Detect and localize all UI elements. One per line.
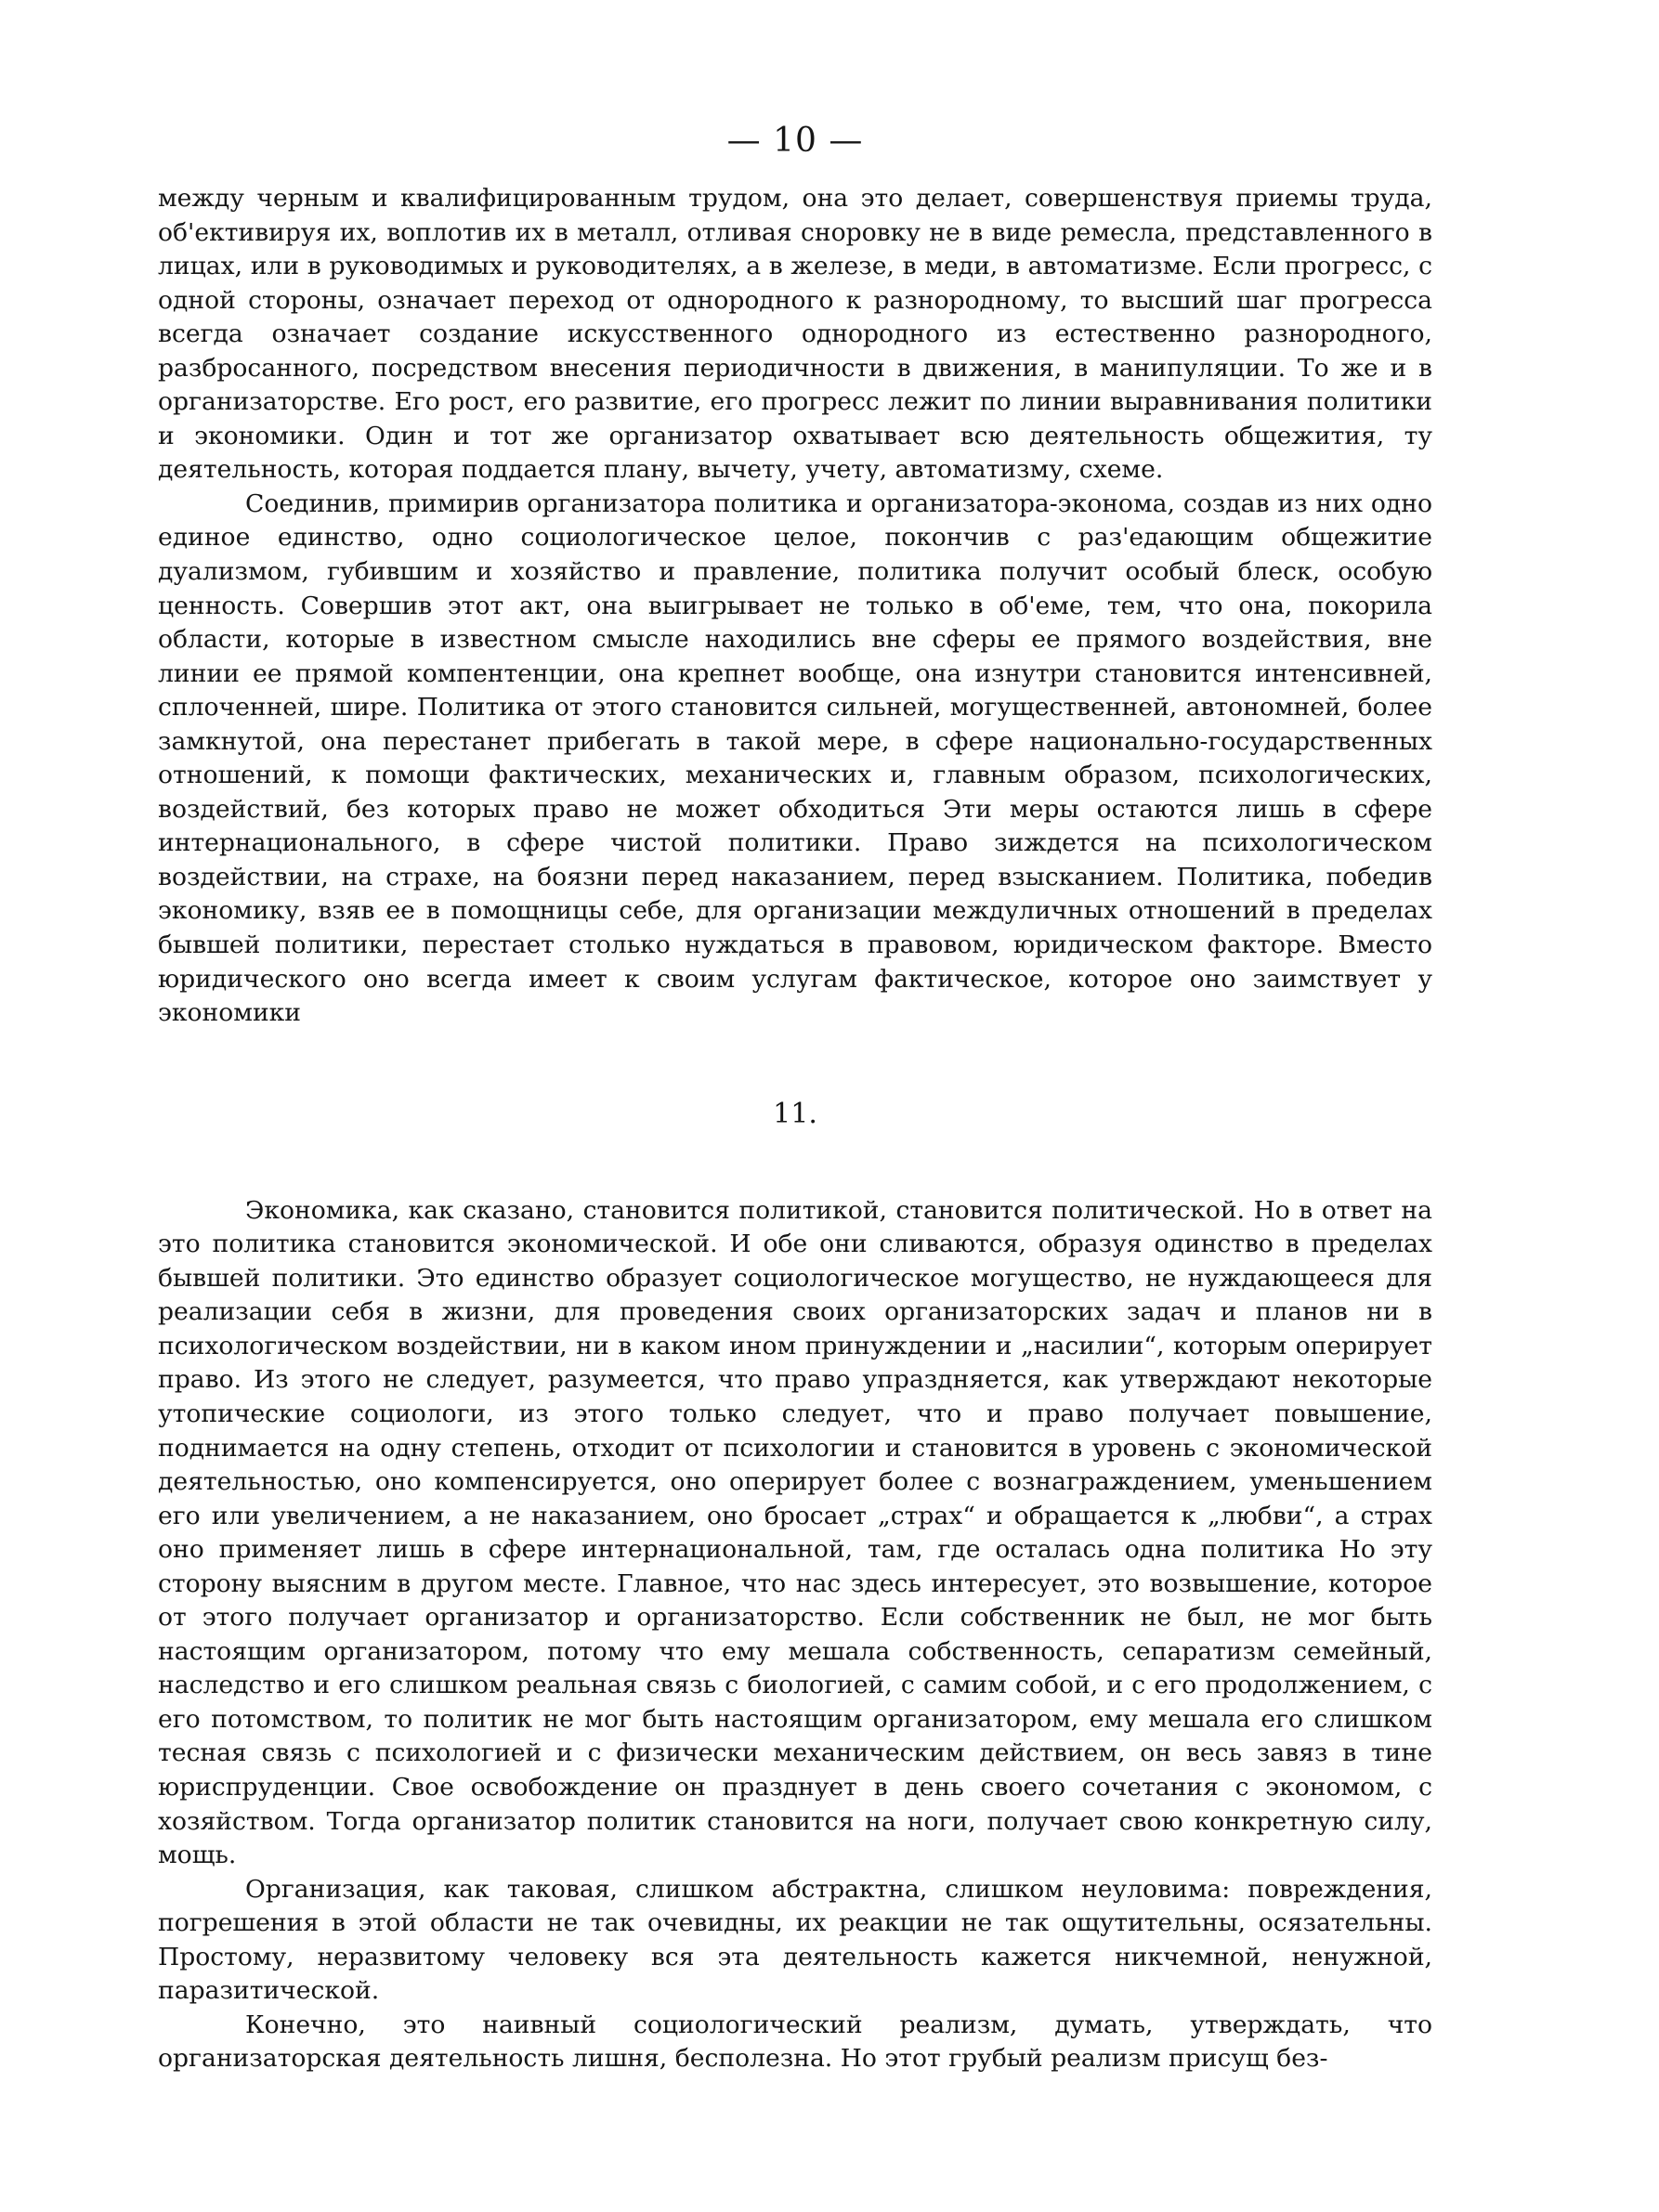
section-number: 11. xyxy=(773,1097,817,1130)
page-number: — 10 — xyxy=(726,122,864,160)
document-page xyxy=(158,121,1432,2076)
paragraph-continuation: между черным и квалифицированным трудом, она это делает, совершенствуя приемы труда, об'ективируя их, воплотив их в металл, отливая сноровку не в виде ремесла, представленного в лицах, или в руководимых и руководителях, а в железе, в меди, в автоматизме. Если прогресс, с одной стороны, означает переход от однородного к разнородному, то высший шаг прогресса всегда означает создание искусственного однородного из естественно разнородного, разбросанного, посредством внесения периодичности в движения, в манипуляции. То же и в организаторстве. Его рост, его развитие, его прогресс лежит по линии выравнивания политики и экономики. Один и тот же организатор охватывает всю деятельность общежития, ту деятельность, которая поддается плану, вычету, учету, автоматизму, схеме. xyxy=(158,184,1432,485)
paragraph: Конечно, это наивный социологический реализм, думать, утверждать, что организаторская деятельность лишня, бесполезна. Но этот грубый реализм присущ без- xyxy=(158,2010,1432,2074)
paragraph: Организация, как таковая, слишком абстрактна, слишком неуловима: повреждения, погрешения в этой области не так очевидны, их реакции не так ощутительны, осязательны. Простому, неразвитому человеку вся эта деятельность кажется никчемной, ненужной, паразитической. xyxy=(158,1874,1432,2006)
paragraph: Экономика, как сказано, становится политикой, становится политической. Но в ответ на это политика становится экономической. И обе они сливаются, образуя одинство в пределах бывшей политики. Это единство образует социологическое могущество, не нуждающееся для реализации себя в жизни, для проведения своих организаторских задач и планов ни в психологическом воздействии, ни в каком ином принуждении и „насилии“, которым оперирует право. Из этого не следует, разумеется, что право упраздняется, как утверждают некоторые утопические социологи, из этого только следует, что и право получает повышение, поднимается на одну степень, отходит от психологии и становится в уровень с экономической деятельностью, оно компенсируется, оно оперирует более с вознаграждением, уменьшением его или увеличением, а не наказанием, оно бросает „страх“ и обращается к „любви“, а страх оно применяет лишь в сфере интернациональной, там, где осталась одна политика Но эту сторону выясним в другом месте. Главное, что нас здесь интересует, это возвышение, которое от этого получает организатор и организаторство. Если собственник не был, не мог быть настоящим организатором, потому что ему мешала собственность, сепаратизм семейный, наследство и его слишком реальная связь с биологией, с самим собой, и с его продолжением, с его потомством, то политик не мог быть настоящим организатором, ему мешала его слишком тесная связь с психологией и с физически механическим действием, он весь завяз в тине юриспруденции. Свое освобождение он празднует в день своего сочетания с экономом, с хозяйством. Тогда организатор политик становится на ноги, получает свою конкретную силу, мощь. xyxy=(158,1195,1432,1870)
paragraph: Соединив, примирив организатора политика и организатора-эконома, создав из них одно единое единство, одно социологическое целое, покончив с раз'едающим общежитие дуализмом, губившим и хозяйство и правление, политика получит особый блеск, особую ценность. Совершив этот акт, она выигрывает не только в об'еме, тем, что она, покорила области, которые в известном смысле находились вне сферы ее прямого воздействия, вне линии ее прямой компентенции, она крепнет вообще, она изнутри становится интенсивней, сплоченней, шире. Политика от этого становится сильней, могущественней, автономней, более замкнутой, она перестанет прибегать в такой мере, в сфере национально-государственных отношений, к помощи фактических, механических и, главным образом, психологических, воздействий, без которых право не может обходиться Эти меры остаются лишь в сфере интернационального, в сфере чистой политики. Право зиждется на психологическом воздействии, на страхе, на боязни перед наказанием, перед взысканием. Политика, победив экономику, взяв ее в помощницы себе, для организации междуличных отношений в пределах бывшей политики, перестает столько нуждаться в правовом, юридическом факторе. Вместо юридического оно всегда имеет к своим услугам фактическое, которое оно заимствует у экономики xyxy=(158,488,1432,1028)
